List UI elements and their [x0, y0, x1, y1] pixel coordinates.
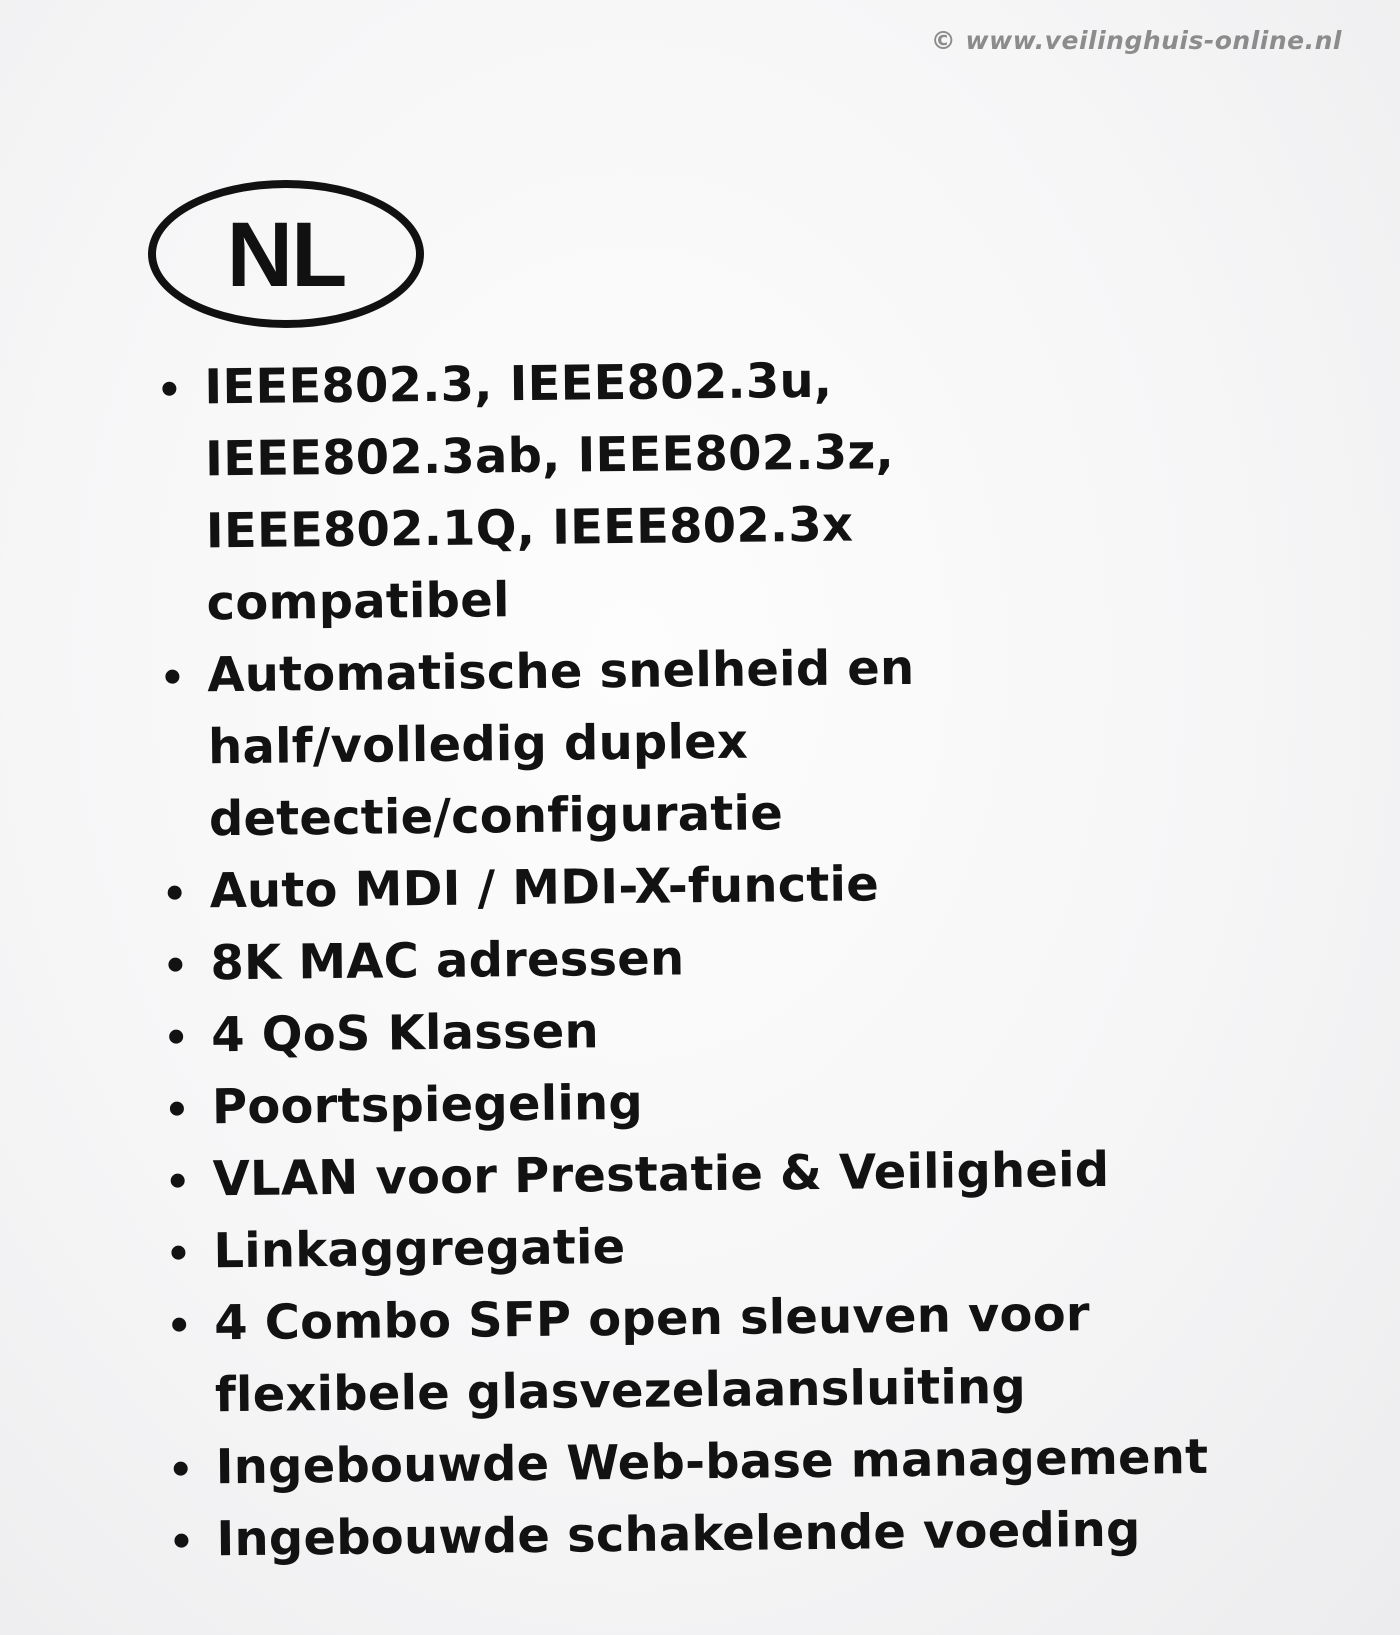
bullet-icon	[168, 958, 182, 972]
feature-item	[148, 1060, 1329, 1144]
bullet-icon	[170, 1102, 184, 1116]
feature-item	[143, 628, 1249, 856]
feature-item	[151, 1420, 1332, 1504]
country-badge	[148, 180, 424, 328]
feature-text: VLAN voor Prestatie & Veiligheid	[212, 1141, 1110, 1208]
feature-text: Linkaggregatie	[213, 1218, 626, 1280]
country-code: NL	[226, 204, 346, 306]
feature-item	[146, 916, 1327, 1000]
watermark-text: © www.veilinghuis-online.nl	[930, 26, 1342, 55]
feature-item	[145, 844, 1326, 928]
feature-item	[147, 988, 1328, 1072]
bullet-icon	[162, 382, 176, 396]
feature-text: Automatische snelheid en half/volledig duplex detectie/configuratie	[207, 639, 915, 848]
feature-item	[148, 1132, 1329, 1216]
bullet-icon	[169, 1030, 183, 1044]
bullet-icon	[174, 1534, 188, 1548]
feature-text: Poortspiegeling	[211, 1074, 644, 1136]
feature-item	[152, 1492, 1333, 1576]
feature-text: Ingebouwde Web-base management	[215, 1428, 1209, 1496]
bullet-icon	[171, 1246, 185, 1260]
bullet-icon	[165, 670, 179, 684]
feature-item	[140, 341, 1167, 640]
feature-text: 4 Combo SFP open sleuven voor flexibele glasvezelaansluiting	[213, 1286, 1091, 1424]
feature-item	[149, 1204, 1330, 1288]
bullet-icon	[171, 1174, 185, 1188]
bullet-icon	[172, 1318, 186, 1332]
bullet-icon	[174, 1462, 188, 1476]
feature-text: 8K MAC adressen	[210, 930, 685, 992]
feature-text: 4 QoS Klassen	[210, 1003, 600, 1064]
feature-text: IEEE802.3, IEEE802.3u, IEEE802.3ab, IEEE802.3z, IEEE802.1Q, IEEE802.3x compatibel	[204, 352, 895, 632]
feature-item	[150, 1276, 1335, 1432]
feature-list	[140, 340, 1333, 1576]
bullet-icon	[168, 886, 182, 900]
feature-text: Auto MDI / MDI-X-functie	[209, 856, 880, 920]
feature-text: Ingebouwde schakelende voeding	[216, 1501, 1141, 1568]
